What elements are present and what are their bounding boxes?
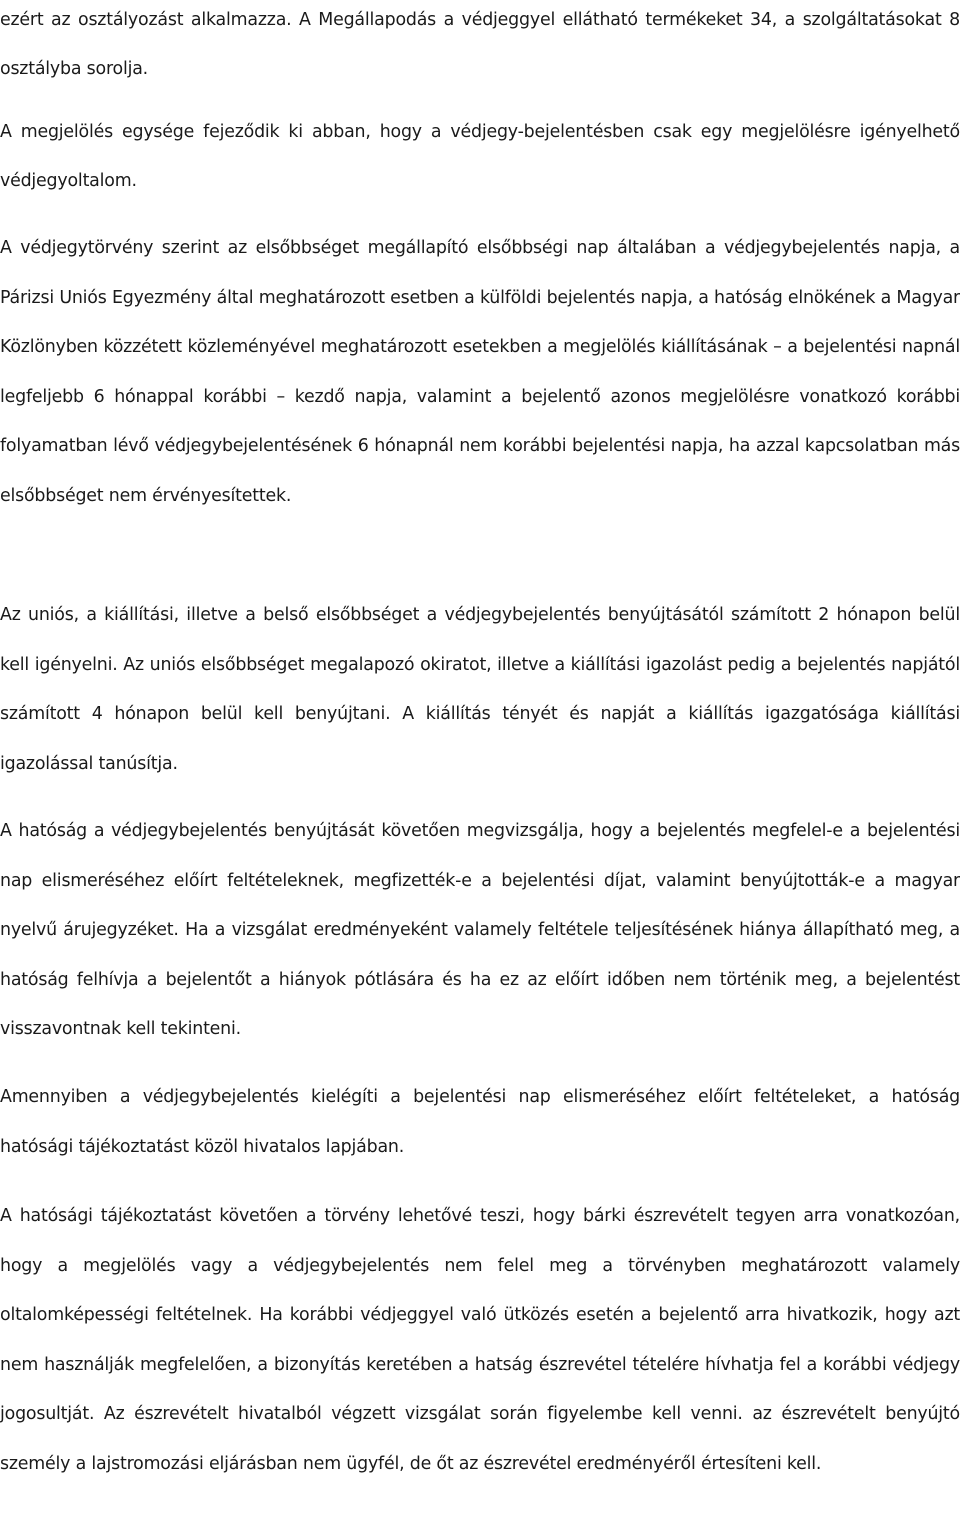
paragraph-publication: Amennyiben a védjegybejelentés kielégíti a bejelentési nap elismeréséhez előírt feltételeket, a hatóság hatósági tájékoztatást közöl hivatalos lapjában.	[0, 1087, 960, 1157]
paragraph-observations: A hatósági tájékoztatást követően a törvény lehetővé teszi, hogy bárki észrevételt tegyen arra vonatkozóan, hogy a megjelölés vagy a védjegybejelentés nem felel meg a törvényben meghatározott valamely oltalomképességi feltételnek. Ha korábbi védjeggyel való ütközés esetén a bejelentő arra hivatkozik, hogy azt nem használják megfelelően, a bizonyítás keretében a hatság észrevétel tételére hívhatja fel a korábbi védjegy jogosultját. Az észrevételt hivatalból végzett vizsgálat során figyelembe kell venni. az észrevételt benyújtó személy a lajstromozási eljárásban nem ügyfél, de őt az észrevétel eredményéről értesíteni kell.	[0, 1206, 960, 1474]
paragraph-mark-unity: A megjelölés egysége fejeződik ki abban, hogy a védjegy-bejelentésben csak egy megjelölésre igényelhető védjegyoltalom.	[0, 122, 960, 191]
paragraph-examination: A hatóság a védjegybejelentés benyújtását követően megvizsgálja, hogy a bejelentés megfelel-e a bejelentési nap elismeréséhez előírt feltételeknek, megfizették-e a bejelentési díjat, valamint benyújtották-e a magyar nyelvű árujegyzéket. Ha a vizsgálat eredményeként valamely feltétele teljesítésének hiánya állapítható meg, a hatóság felhívja a bejelentőt a hiányok pótlására és ha ez az előírt időben nem történik meg, a bejelentést visszavontnak kell tekinteni.	[0, 821, 960, 1039]
paragraph-classification: ezért az osztályozást alkalmazza. A Megállapodás a védjeggyel ellátható termékeket 34, a szolgáltatásokat 8 osztályba sorolja.	[0, 10, 960, 79]
paragraph-priority-date: A védjegytörvény szerint az elsőbbséget megállapító elsőbbségi nap általában a védjegybejelentés napja, a Párizsi Uniós Egyezmény által meghatározott esetben a külföldi bejelentés napja, a hatóság elnökének a Magyar Közlönyben közzétett közleményével meghatározott esetekben a megjelölés kiállításának – a bejelentési napnál legfeljebb 6 hónappal korábbi – kezdő napja, valamint a bejelentő azonos megjelölésre vonatkozó korábbi folyamatban lévő védjegybejelentésének 6 hónapnál nem korábbi bejelentési napja, ha azzal kapcsolatban más elsőbbséget nem érvényesítettek.	[0, 238, 960, 506]
paragraph-priority-claims: Az uniós, a kiállítási, illetve a belső elsőbbséget a védjegybejelentés benyújtásától számított 2 hónapon belül kell igényelni. Az uniós elsőbbséget megalapozó okiratot, illetve a kiállítási igazolást pedig a bejelentés napjától számított 4 hónapon belül kell benyújtani. A kiállítás tényét és napját a kiállítás igazgatósága kiállítási igazolással tanúsítja.	[0, 605, 960, 774]
